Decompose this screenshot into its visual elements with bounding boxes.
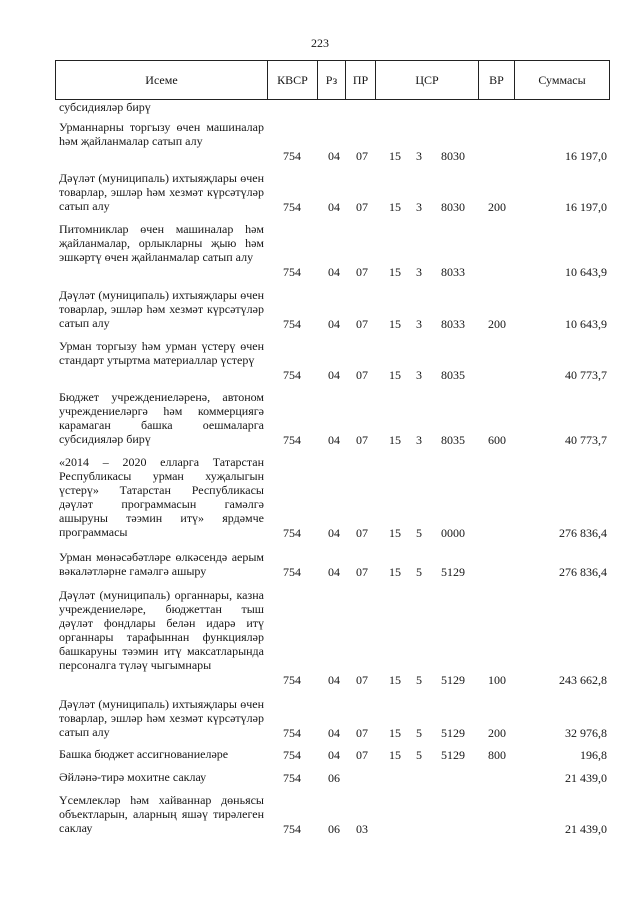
row-csr-code: 8033 (441, 317, 465, 331)
row-kvsr: 754 (283, 673, 301, 687)
row-csr-program: 15 (389, 265, 401, 279)
row-sum: 196,8 (580, 748, 607, 762)
row-kvsr: 754 (283, 526, 301, 540)
row-csr-subprogram: 5 (416, 673, 422, 687)
row-kvsr: 754 (283, 748, 301, 762)
row-rz: 04 (328, 368, 340, 382)
table-header (55, 60, 610, 100)
row-pr: 07 (356, 433, 368, 447)
row-name: Үсемлекләр һәм хайваннар дөньясы объектларын, аларның яшәү тирәлеген саклау (59, 793, 264, 835)
row-sum: 32 976,8 (565, 726, 607, 740)
row-csr-subprogram: 5 (416, 726, 422, 740)
row-csr-code: 8035 (441, 368, 465, 382)
row-sum: 16 197,0 (565, 200, 607, 214)
row-rz: 04 (328, 317, 340, 331)
row-csr-subprogram: 3 (416, 433, 422, 447)
row-csr-program: 15 (389, 726, 401, 740)
row-csr-subprogram: 5 (416, 748, 422, 762)
row-kvsr: 754 (283, 433, 301, 447)
row-csr-program: 15 (389, 565, 401, 579)
row-csr-code: 8033 (441, 265, 465, 279)
row-rz: 04 (328, 265, 340, 279)
row-pr: 07 (356, 748, 368, 762)
row-pr: 07 (356, 673, 368, 687)
table-row (0, 588, 640, 687)
row-sum: 21 439,0 (565, 771, 607, 785)
row-csr-subprogram: 5 (416, 526, 422, 540)
row-csr-subprogram: 3 (416, 200, 422, 214)
row-rz: 04 (328, 726, 340, 740)
table-row (0, 390, 640, 447)
header-csr: ЦСР (376, 61, 479, 99)
row-csr-subprogram: 3 (416, 317, 422, 331)
table-row (0, 455, 640, 540)
row-name: субсидияләр бирү (59, 100, 151, 114)
row-pr: 03 (356, 822, 368, 836)
row-sum: 40 773,7 (565, 368, 607, 382)
row-kvsr: 754 (283, 565, 301, 579)
table-row (0, 222, 640, 279)
row-csr-code: 0000 (441, 526, 465, 540)
row-csr-subprogram: 5 (416, 565, 422, 579)
row-rz: 04 (328, 565, 340, 579)
row-name: Урман мөнәсәбәтләре өлкәсендә аерым вәкаләтләрне гамәлгә ашыру (59, 550, 264, 578)
row-vr: 200 (488, 200, 506, 214)
row-csr-code: 5129 (441, 748, 465, 762)
row-csr-program: 15 (389, 433, 401, 447)
header-vr: ВР (479, 61, 515, 99)
row-kvsr: 754 (283, 822, 301, 836)
page-number: 223 (311, 36, 329, 50)
row-csr-program: 15 (389, 673, 401, 687)
row-csr-program: 15 (389, 748, 401, 762)
table-row (0, 793, 640, 836)
header-kvsr: КВСР (268, 61, 318, 99)
row-sum: 276 836,4 (559, 565, 607, 579)
header-name: Исеме (56, 61, 268, 99)
row-csr-program: 15 (389, 149, 401, 163)
row-csr-code: 5129 (441, 673, 465, 687)
table-row (0, 339, 640, 382)
row-pr: 07 (356, 565, 368, 579)
row-vr: 800 (488, 748, 506, 762)
table-row (0, 747, 640, 762)
row-kvsr: 754 (283, 149, 301, 163)
row-sum: 10 643,9 (565, 265, 607, 279)
row-pr: 07 (356, 200, 368, 214)
table-row (0, 770, 640, 785)
row-name: Башка бюджет ассигнованиеләре (59, 747, 229, 761)
row-sum: 40 773,7 (565, 433, 607, 447)
row-pr: 07 (356, 726, 368, 740)
row-name: Әйләнә-тирә мохитне саклау (59, 770, 207, 784)
row-name: Урман торгызу һәм урман үстерү өчен стандарт утыртма материаллар үстерү (59, 339, 264, 367)
row-csr-subprogram: 3 (416, 368, 422, 382)
header-rz: Рз (318, 61, 346, 99)
header-sum: Суммасы (538, 73, 586, 87)
row-rz: 04 (328, 200, 340, 214)
row-rz: 06 (328, 822, 340, 836)
row-csr-code: 5129 (441, 726, 465, 740)
row-name: «2014 – 2020 елларга Татарстан Республикасы урман хуҗалыгын үстерү» Татарстан Республикасы дәүләт программасын гамәлгә ашыруны тәэмин итү» ярдәмче программасы (59, 455, 264, 539)
row-sum: 243 662,8 (559, 673, 607, 687)
row-csr-program: 15 (389, 200, 401, 214)
row-name: Дәүләт (муниципаль) органнары, казна учреждениеләре, бюджеттан тыш дәүләт фондлары белән идарә итү органнары тарафыннан функцияләр башкаруны тәэмин итү максатларында персоналга түләү чыгымнары (59, 588, 264, 672)
row-pr: 07 (356, 149, 368, 163)
row-rz: 04 (328, 748, 340, 762)
row-csr-program: 15 (389, 317, 401, 331)
row-csr-code: 8035 (441, 433, 465, 447)
row-name: Дәүләт (муниципаль) ихтыяҗлары өчен товарлар, эшләр һәм хезмәт күрсәтүләр сатып алу (59, 697, 264, 739)
row-csr-program: 15 (389, 368, 401, 382)
row-csr-subprogram: 3 (416, 149, 422, 163)
table-row (0, 120, 640, 163)
row-sum: 10 643,9 (565, 317, 607, 331)
row-pr: 07 (356, 265, 368, 279)
row-vr: 200 (488, 317, 506, 331)
row-rz: 06 (328, 771, 340, 785)
row-vr: 600 (488, 433, 506, 447)
row-kvsr: 754 (283, 368, 301, 382)
row-name: Урманнарны торгызу өчен машиналар һәм җайланмалар сатып алу (59, 120, 264, 148)
row-kvsr: 754 (283, 317, 301, 331)
row-name: Дәүләт (муниципаль) ихтыяҗлары өчен товарлар, эшләр һәм хезмәт күрсәтүләр сатып алу (59, 288, 264, 330)
row-vr: 200 (488, 726, 506, 740)
row-csr-subprogram: 3 (416, 265, 422, 279)
row-rz: 04 (328, 433, 340, 447)
row-rz: 04 (328, 149, 340, 163)
row-kvsr: 754 (283, 265, 301, 279)
table-row (0, 697, 640, 740)
row-name: Питомниклар өчен машиналар һәм җайланмалар, орлыкларны җыю һәм эшкәртү өчен җайланмалар сатып алу (59, 222, 264, 264)
row-csr-code: 8030 (441, 200, 465, 214)
row-csr-code: 5129 (441, 565, 465, 579)
table-row (0, 100, 640, 114)
row-rz: 04 (328, 673, 340, 687)
row-csr-program: 15 (389, 526, 401, 540)
row-sum: 16 197,0 (565, 149, 607, 163)
row-pr: 07 (356, 317, 368, 331)
row-kvsr: 754 (283, 771, 301, 785)
header-pr: ПР (346, 61, 376, 99)
row-pr: 07 (356, 368, 368, 382)
row-pr: 07 (356, 526, 368, 540)
row-sum: 21 439,0 (565, 822, 607, 836)
row-name: Дәүләт (муниципаль) ихтыяҗлары өчен товарлар, эшләр һәм хезмәт күрсәтүләр сатып алу (59, 171, 264, 213)
table-row (0, 550, 640, 579)
row-name: Бюджет учреждениеләренә, автоном учреждениеләргә һәм коммерциягә карамаган башка оешмаларга субсидияләр бирү (59, 390, 264, 446)
row-sum: 276 836,4 (559, 526, 607, 540)
row-rz: 04 (328, 526, 340, 540)
row-kvsr: 754 (283, 200, 301, 214)
row-csr-code: 8030 (441, 149, 465, 163)
row-vr: 100 (488, 673, 506, 687)
table-row (0, 171, 640, 214)
row-kvsr: 754 (283, 726, 301, 740)
table-row (0, 288, 640, 331)
